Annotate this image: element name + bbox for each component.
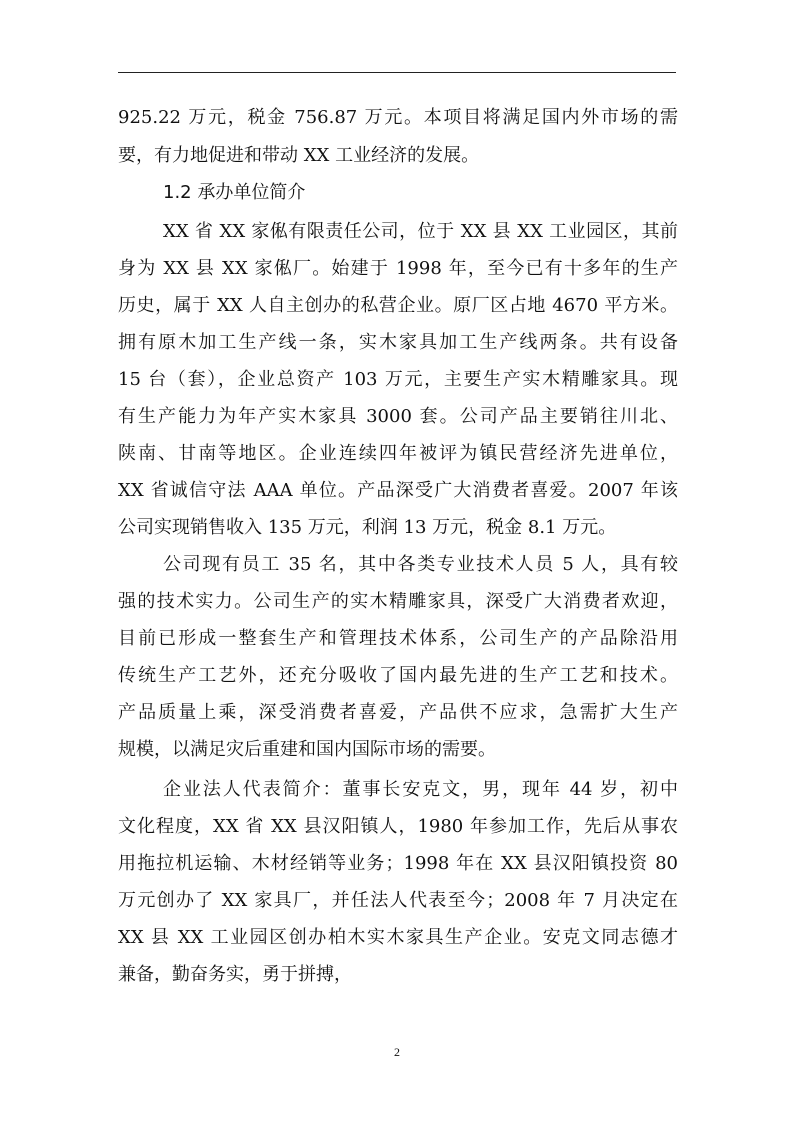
paragraph-line: 兼备，勤奋务实，勇于拼搏， [118,964,352,985]
paragraph-line: 规模，以满足灾后重建和国内国际市场的需要。 [118,739,496,760]
paragraph-line: 公司现有员工 35 名，其中各类专业技术人员 5 人，具有较 [163,554,678,575]
paragraph-line: 历史，属于 XX 人自主创办的私营企业。原厂区占地 4670 平方米。 [118,295,678,316]
paragraph-line: 拥有原木加工生产线一条，实木家具加工生产线两条。共有设备 [118,332,678,353]
page-number: 2 [394,1045,400,1059]
paragraph-line: XX 省 XX 家俬有限责任公司，位于 XX 县 XX 工业园区，其前 [163,221,678,242]
paragraph-line: 要，有力地促进和带动 XX 工业经济的发展。 [118,145,480,166]
paragraph-line: 文化程度，XX 省 XX 县汉阳镇人，1980 年参加工作，先后从事农 [118,816,678,837]
header-rule [118,72,676,73]
paragraph-line: 有生产能力为年产实木家具 3000 套。公司产品主要销往川北、 [118,406,678,427]
paragraph-line: 公司实现销售收入 135 万元，利润 13 万元，税金 8.1 万元。 [118,517,617,538]
section-heading: 1.2 承办单位简介 [163,182,306,203]
paragraph-line: 传统生产工艺外，还充分吸收了国内最先进的生产工艺和技术。 [118,665,678,686]
paragraph-line: 身为 XX 县 XX 家俬厂。始建于 1998 年，至今已有十多年的生产 [118,258,678,279]
paragraph-line: 目前已形成一整套生产和管理技术体系，公司生产的产品除沿用 [118,628,678,649]
paragraph-line: 产品质量上乘，深受消费者喜爱，产品供不应求，急需扩大生产 [118,702,678,723]
paragraph-line: 万元创办了 XX 家具厂，并任法人代表至今；2008 年 7 月决定在 [118,890,678,911]
paragraph-line: XX 省诚信守法 AAA 单位。产品深受广大消费者喜爱。2007 年该 [118,480,678,501]
paragraph-line: 15 台（套），企业总资产 103 万元，主要生产实木精雕家具。现 [118,369,678,390]
paragraph-line: 用拖拉机运输、木材经销等业务；1998 年在 XX 县汉阳镇投资 80 [118,853,678,874]
paragraph-line: 企业法人代表简介：董事长安克文，男，现年 44 岁，初中 [163,779,678,800]
paragraph-line: XX 县 XX 工业园区创办柏木实木家具生产企业。安克文同志德才 [118,927,678,948]
paragraph-line: 强的技术实力。公司生产的实木精雕家具，深受广大消费者欢迎， [118,591,678,612]
paragraph-line: 925.22 万元，税金 756.87 万元。本项目将满足国内外市场的需 [118,107,678,128]
paragraph-line: 陕南、甘南等地区。企业连续四年被评为镇民营经济先进单位， [118,443,678,464]
